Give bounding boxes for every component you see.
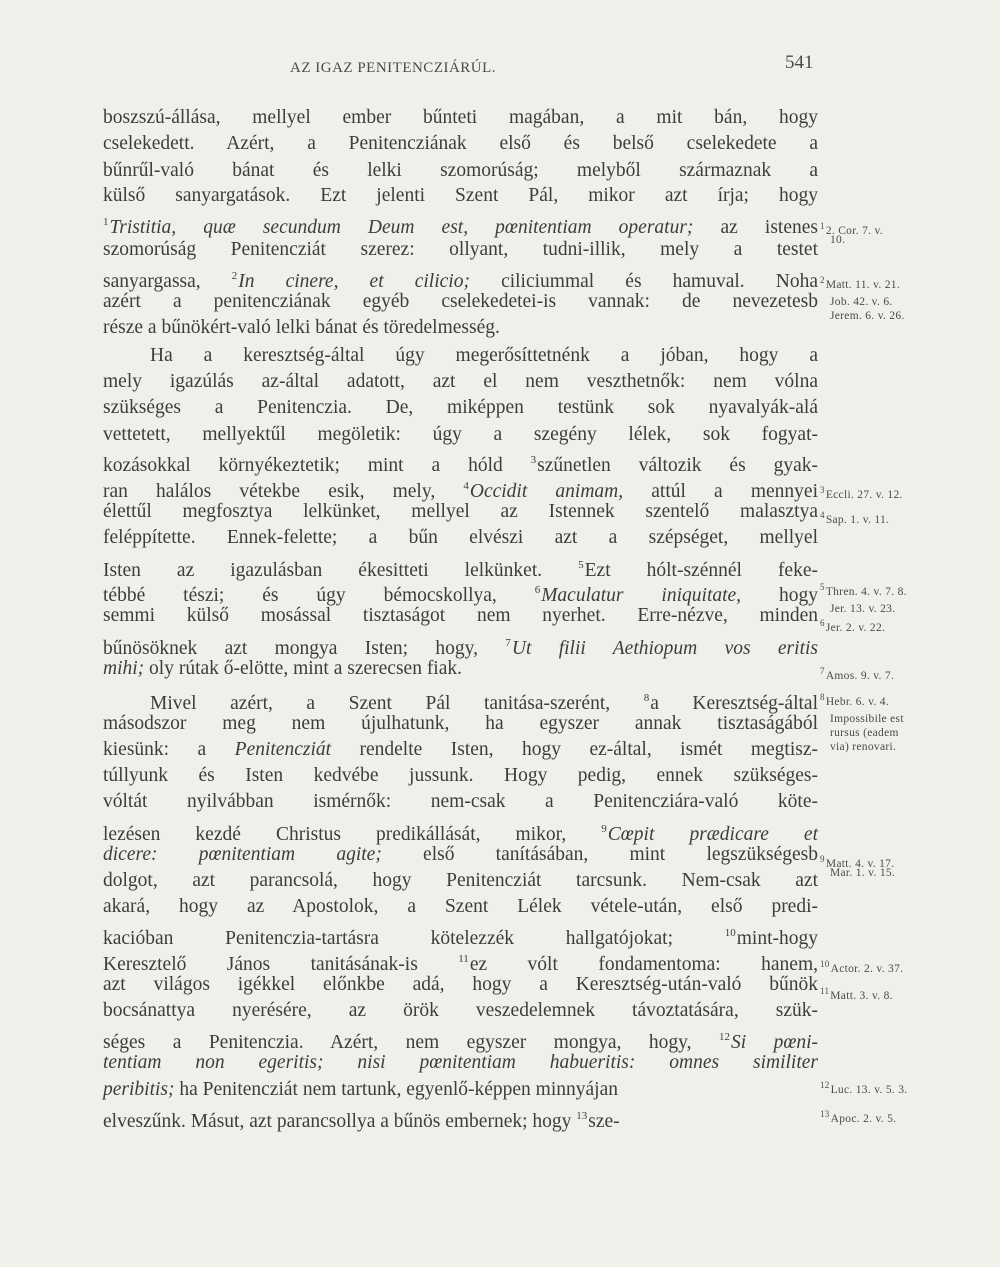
note-reference: Apoc. 2. v. 5. <box>830 1113 897 1125</box>
text-line <box>150 343 818 369</box>
text-line <box>103 894 818 920</box>
footnote-marker: 1 <box>103 216 109 228</box>
note-reference: Jer. 13. v. 23. <box>830 603 896 615</box>
line-text: attúl a mennyei <box>623 481 818 502</box>
line-text: mely igazúlás az-által adatott, azt el nem veszthetnők: nem vólna <box>103 371 818 392</box>
line-text: kozásokkal környékeztetik; mint a hóld <box>103 455 531 476</box>
footnote-marker: 5 <box>578 559 584 571</box>
line-text: elveszűnk. Másut, azt parancsollya a bűnös embernek; hogy <box>103 1111 577 1132</box>
latin-quotation: mihi; <box>103 658 145 679</box>
line-text: sanyargassa, <box>103 271 232 292</box>
margin-note <box>820 866 895 880</box>
line-text: vettetett, mellyektűl megöletik: úgy a szegény lélek, sok fogyat- <box>103 424 818 445</box>
note-reference: Luc. 13. v. 5. 3. <box>830 1084 908 1096</box>
line-text: kiesünk: a <box>103 739 235 760</box>
text-line <box>103 789 818 815</box>
text-line <box>103 1103 620 1135</box>
margin-note <box>820 309 905 323</box>
footnote-marker: 6 <box>534 584 541 596</box>
text-line <box>103 289 818 315</box>
latin-quotation: Ut filii Aethiopum vos eritis <box>511 638 818 659</box>
footnote-marker: 10 <box>724 927 736 939</box>
note-reference: Jer. 2. v. 22. <box>825 622 886 634</box>
footnote-marker: 4 <box>463 480 469 492</box>
text-line <box>103 711 818 737</box>
footnote-marker: 12 <box>718 1031 730 1043</box>
line-text: séges a Penitenczia. Azért, nem egyszer mongya, hogy, <box>103 1032 719 1053</box>
line-text: bocsánattya nyerésére, az örök veszedelemnek távoztatására, szük- <box>103 1000 818 1021</box>
latin-quotation: Si pœni- <box>730 1032 818 1053</box>
line-text: mint-hogy <box>736 928 818 949</box>
note-reference: Sap. 1. v. 11. <box>825 514 890 526</box>
footnote-marker: 13 <box>576 1110 588 1122</box>
line-text: bűnösöknek azt mongya Isten; hogy, <box>103 638 506 659</box>
latin-quotation: In cinere, et cilicio; <box>238 271 470 292</box>
text-line <box>103 763 818 789</box>
line-text: Keresztelő János tanitásának-is <box>103 954 459 975</box>
line-text: Ha a keresztség-által úgy megerősíttetnénk a jóban, hogy a <box>150 345 818 366</box>
footnote-marker: 2 <box>231 270 238 282</box>
margin-note <box>820 616 885 635</box>
latin-quotation: peribitis; <box>103 1079 175 1100</box>
margin-note <box>820 273 900 292</box>
note-marker: 1 <box>820 221 825 231</box>
margin-note <box>820 508 889 527</box>
footnote-marker: 3 <box>530 454 537 466</box>
line-text: ciliciummal és hamuval. Noha <box>469 271 818 292</box>
note-reference: Hebr. 6. v. 4. <box>825 696 889 708</box>
line-text: dolgot, azt parancsolá, hogy Penitencziát tarcsunk. Nem-csak azt <box>103 870 818 891</box>
note-reference: 10. <box>830 234 846 246</box>
text-line <box>103 842 818 868</box>
line-text: ha Penitencziát nem tartunk, egyenlő-képpen minnyájan <box>174 1079 618 1100</box>
note-marker: 5 <box>820 582 825 592</box>
line-text: külső sanyargatások. Ezt jelenti Szent Pál, mikor azt írja; hogy <box>103 185 818 206</box>
note-marker: 4 <box>820 510 825 520</box>
line-text: boszszú-állása, mellyel ember bűnteti magában, a mit bán, hogy <box>103 107 818 128</box>
text-line <box>103 183 818 209</box>
line-text: vóltát nyilvábban ismérnők: nem-csak a Penitencziára-való köte- <box>103 791 818 812</box>
note-marker: 8 <box>820 692 825 702</box>
margin-note <box>820 712 904 726</box>
latin-quotation: dicere: pœnitentiam agite; <box>103 844 382 865</box>
text-line <box>103 998 818 1024</box>
text-line <box>103 369 818 395</box>
note-reference: Eccli. 27. v. 12. <box>825 489 903 501</box>
margin-note <box>820 984 893 1003</box>
line-text: rendelte Isten, hogy ez-által, ismét megtisz- <box>331 739 818 760</box>
text-line <box>103 1077 618 1103</box>
text-line <box>103 237 818 263</box>
text-line <box>103 422 818 448</box>
running-head: AZ IGAZ PENITENCZIÁRÚL. <box>290 60 497 76</box>
note-marker: 13 <box>820 1109 830 1119</box>
line-text: élettűl megfosztya lelkünket, mellyel az Istennek szentelő malasztya <box>103 501 818 522</box>
text-line <box>103 868 818 894</box>
margin-note <box>820 726 899 740</box>
note-reference: Impossibile est <box>830 713 904 725</box>
line-text: azért a penitencziának egyéb cselekedetei-is vannak: de nevezetesb <box>103 291 818 312</box>
text-line <box>103 603 818 629</box>
line-text: oly rútak ő-elötte, mint a szerecsen fiak. <box>144 658 463 679</box>
text-line <box>103 525 818 551</box>
line-text: cselekedett. Azért, a Penitencziának első és belső cselekedete a <box>103 133 818 154</box>
text-line <box>103 105 818 131</box>
note-reference: via) renovari. <box>830 741 897 753</box>
note-reference: Matt. 3. v. 8. <box>830 990 893 1002</box>
footnote-marker: 11 <box>458 953 469 965</box>
line-text: hogy <box>741 585 818 606</box>
note-reference: Matt. 4. v. 17. <box>825 858 895 870</box>
note-marker: 9 <box>820 854 825 864</box>
line-text: Mivel azért, a Szent Pál tanitása-szerént, <box>150 693 644 714</box>
note-marker: 11 <box>820 986 830 996</box>
margin-note <box>820 483 903 502</box>
note-marker: 3 <box>820 485 825 495</box>
footnote-marker: 9 <box>601 823 607 835</box>
note-reference: Matt. 11. v. 21. <box>825 279 901 291</box>
line-text: szükséges a Penitenczia. De, miképpen testünk sok nyavalyák-alá <box>103 397 818 418</box>
margin-note <box>820 740 896 754</box>
note-marker: 10 <box>820 959 830 969</box>
text-line <box>103 737 818 763</box>
note-reference: Jerem. 6. v. 26. <box>830 310 905 322</box>
note-marker: 12 <box>820 1080 830 1090</box>
note-reference: Actor. 2. v. 37. <box>830 963 904 975</box>
latin-quotation: tentiam non egeritis; nisi pœnitentiam habueritis: omnes similiter <box>103 1052 818 1073</box>
latin-quotation: Tristitia, quæ secundum Deum est, pœnitentiam operatur; <box>109 217 694 238</box>
line-text: része a bűnökért-való lelki bánat és töredelmesség. <box>103 317 500 338</box>
line-text: tébbé tészi; és úgy bémocskollya, <box>103 585 535 606</box>
margin-note <box>820 690 889 709</box>
margin-note <box>820 602 895 616</box>
line-text: lezésen kezdé Christus predikállását, mikor, <box>103 824 602 845</box>
line-text: a Keresztség-által <box>650 693 818 714</box>
text-line <box>103 499 818 525</box>
line-text: kacióban Penitenczia-tartásra kötelezzék hallgatójokat; <box>103 928 725 949</box>
note-reference: Thren. 4. v. 7. 8. <box>825 586 907 598</box>
footnote-marker: 8 <box>643 692 650 704</box>
margin-note <box>820 664 894 683</box>
line-text: feléppítette. Ennek-felette; a bűn elvészi azt a szépséget, mellyel <box>103 527 818 548</box>
line-text: Isten az igazulásban ékesitteti lelkünket. <box>103 560 579 581</box>
text-line <box>103 1050 818 1076</box>
footnote-marker: 7 <box>505 637 511 649</box>
line-text: szűnetlen változik és gyak- <box>537 455 818 476</box>
line-text: akará, hogy az Apostolok, a Szent Lélek vétele-után, első predi- <box>103 896 818 917</box>
line-text: másodszor meg nem újulhatunk, ha egyszer annak tisztaságából <box>103 713 818 734</box>
latin-quotation: Penitencziát <box>234 739 332 760</box>
line-text: semmi külső mosással tisztaságot nem nyerhet. Erre-nézve, minden <box>103 605 818 626</box>
margin-note <box>820 1078 907 1097</box>
latin-quotation: Maculatur iniquitate, <box>541 585 742 606</box>
margin-note <box>820 295 893 309</box>
line-text: ran halálos vétekbe esik, mely, <box>103 481 464 502</box>
margin-note <box>820 233 845 247</box>
note-reference: Job. 42. v. 6. <box>830 296 893 308</box>
latin-quotation: Cœpit prædicare et <box>607 824 819 845</box>
note-marker: 6 <box>820 618 825 628</box>
note-marker: 2 <box>820 275 825 285</box>
line-text: Ezt hólt-szénnél feke- <box>584 560 818 581</box>
line-text: sze- <box>588 1111 620 1132</box>
line-text: szomorúság Penitencziát szerez: ollyant, tudni-illik, mely a testet <box>103 239 818 260</box>
margin-note <box>820 1107 896 1126</box>
latin-quotation: Occidit animam, <box>469 481 624 502</box>
text-line <box>103 395 818 421</box>
margin-note <box>820 957 903 976</box>
line-text: bűnrűl-való bánat és lelki szomorúság; melyből származnak a <box>103 160 818 181</box>
line-text: az istenes <box>693 217 818 238</box>
line-text: túllyunk és Isten kedvébe jussunk. Hogy pedig, ennek szükséges- <box>103 765 818 786</box>
page-number: 541 <box>785 52 814 73</box>
note-reference: 2. Cor. 7. v. <box>825 225 883 237</box>
text-line <box>103 972 818 998</box>
line-text: első tanításában, mint legszükségesb <box>381 844 818 865</box>
note-reference: Amos. 9. v. 7. <box>825 670 895 682</box>
text-line <box>103 315 500 341</box>
line-text: azt világos igékkel előnkbe adá, hogy a Keresztség-után-való bűnök <box>103 974 818 995</box>
note-reference: Mar. 1. v. 15. <box>830 867 896 879</box>
margin-note <box>820 580 907 599</box>
text-line <box>103 131 818 157</box>
text-line <box>103 158 818 184</box>
note-reference: rursus (eadem <box>830 727 899 739</box>
note-marker: 7 <box>820 666 825 676</box>
line-text: ez vólt fondamentoma: hanem, <box>469 954 818 975</box>
text-line <box>103 656 462 682</box>
